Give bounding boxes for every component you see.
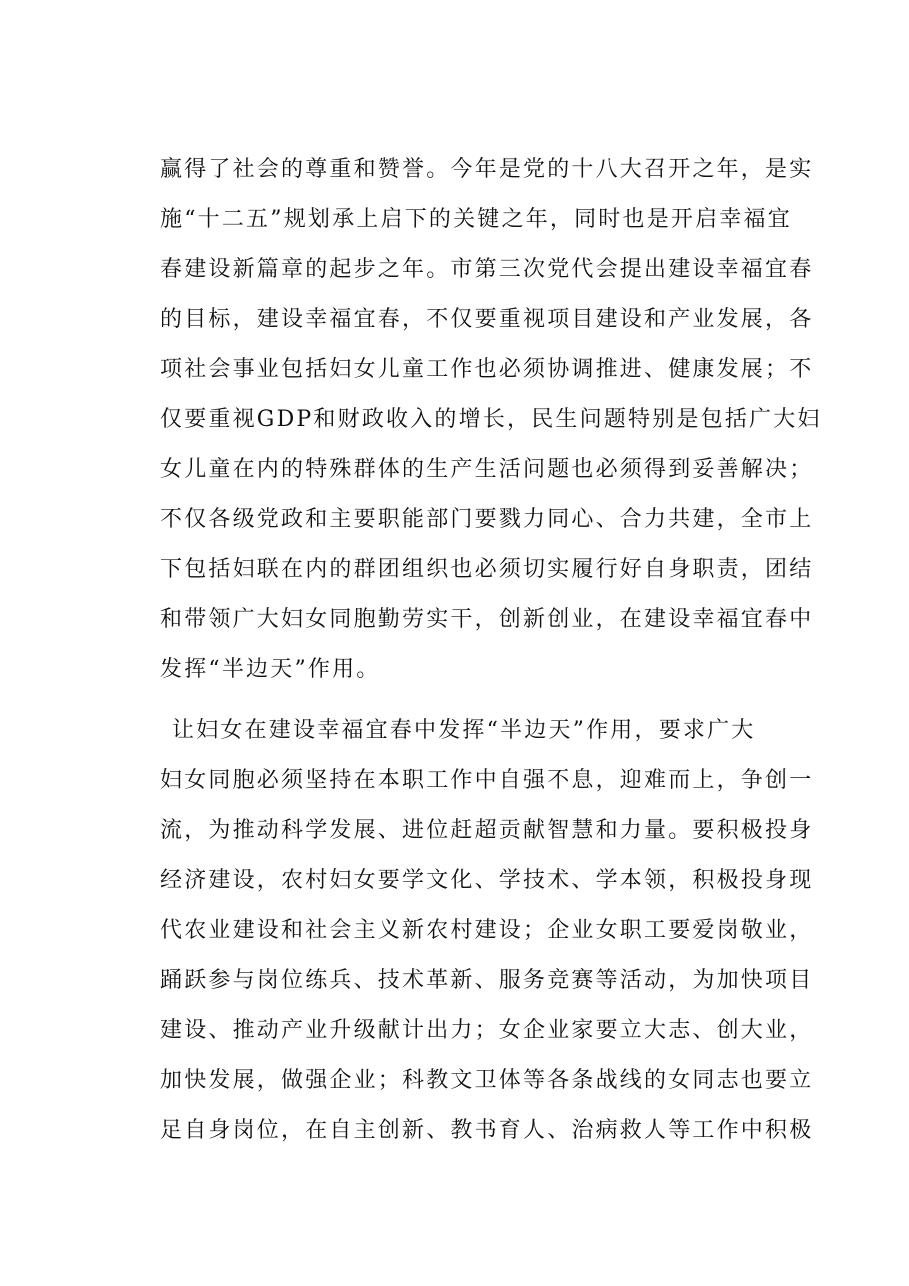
text-line: 项社会事业包括妇女儿童工作也必须协调推进、健康发展；不 (160, 357, 814, 382)
text-line: 施“十二五”规划承上启下的关键之年，同时也是开启幸福宜 (160, 207, 792, 232)
text-line: 女儿童在内的特殊群体的生产生活问题也必须得到妥善解决； (160, 457, 814, 482)
text-line: 下包括妇联在内的群团组织也必须切实履行好自身职责，团结 (160, 557, 814, 582)
text-line: 仅要重视GDP和财政收入的增长，民生问题特别是包括广大妇 (160, 407, 822, 432)
text-line: 流，为推动科学发展、进位赶超贡献智慧和力量。要积极投身 (160, 818, 814, 843)
text-line: 春建设新篇章的起步之年。市第三次党代会提出建设幸福宜春 (160, 257, 814, 282)
text-line: 赢得了社会的尊重和赞誉。今年是党的十八大召开之年，是实 (160, 157, 814, 182)
text-line: 足自身岗位，在自主创新、教书育人、治病救人等工作中积极 (160, 1118, 814, 1143)
text-line: 让妇女在建设幸福宜春中发挥“半边天”作用，要求广大 (172, 718, 756, 743)
text-line: 不仅各级党政和主要职能部门要戮力同心、合力共建，全市上 (160, 507, 814, 532)
text-line: 的目标，建设幸福宜春，不仅要重视项目建设和产业发展，各 (160, 307, 814, 332)
text-line: 建设、推动产业升级献计出力；女企业家要立大志、创大业， (160, 1018, 814, 1043)
text-line: 踊跃参与岗位练兵、技术革新、服务竞赛等活动，为加快项目 (160, 968, 814, 993)
text-line: 发挥“半边天”作用。 (160, 657, 381, 682)
text-line: 经济建设，农村妇女要学文化、学技术、学本领，积极投身现 (160, 868, 814, 893)
text-line: 代农业建设和社会主义新农村建设；企业女职工要爱岗敬业， (160, 918, 814, 943)
text-line: 妇女同胞必须坚持在本职工作中自强不息，迎难而上，争创一 (160, 768, 814, 793)
text-line: 和带领广大妇女同胞勤劳实干，创新创业，在建设幸福宜春中 (160, 607, 814, 632)
text-line: 加快发展，做强企业；科教文卫体等各条战线的女同志也要立 (160, 1068, 814, 1093)
